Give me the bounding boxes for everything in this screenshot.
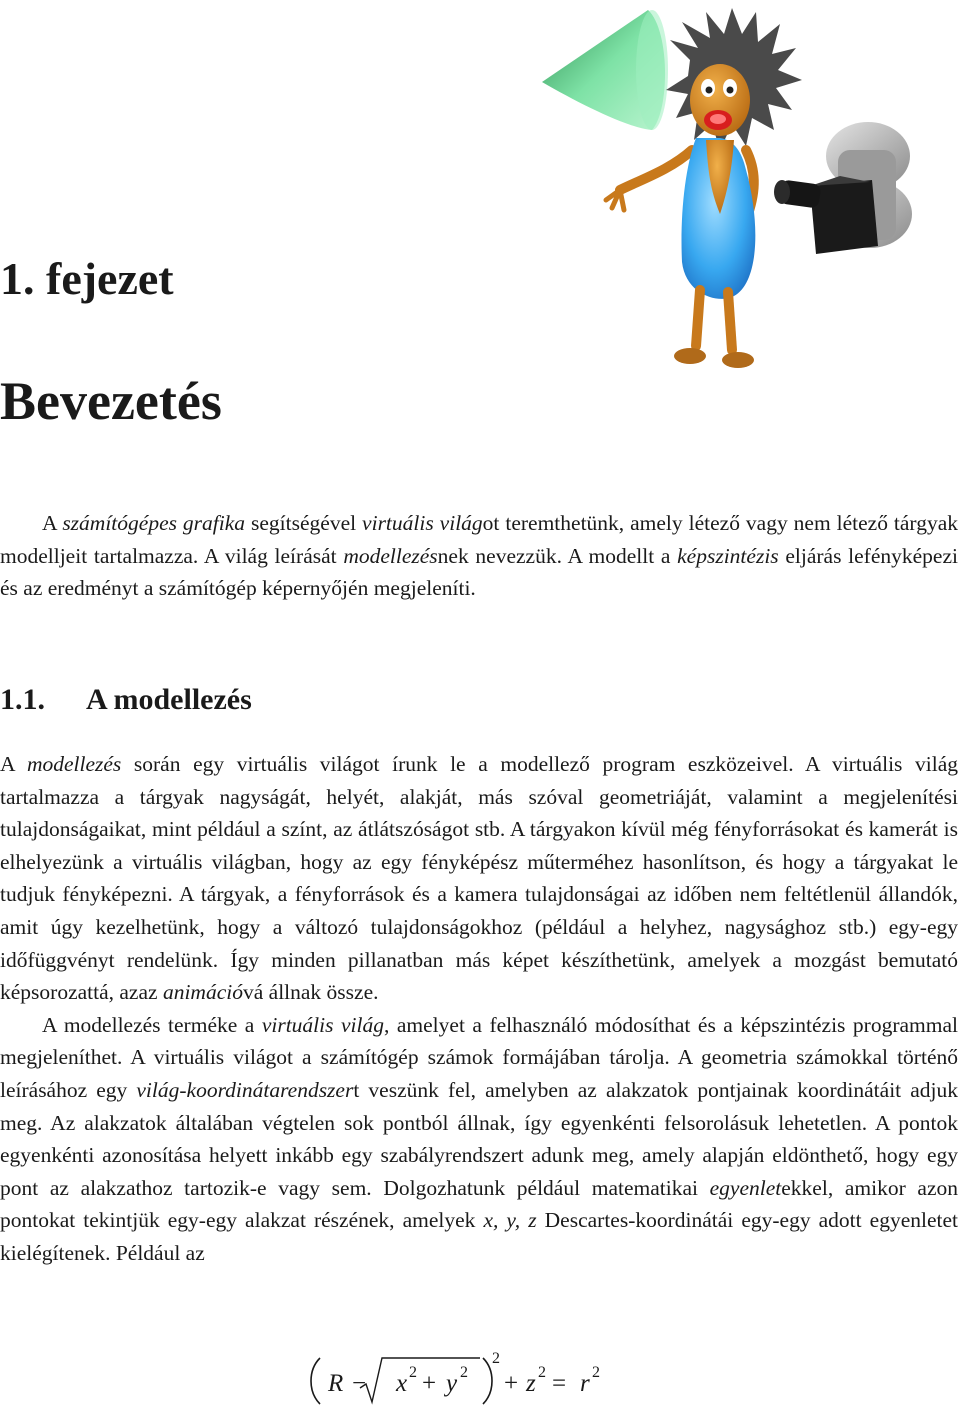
text-run: nek nevezzük. A modellt a (437, 543, 678, 568)
eq-y: y (446, 1370, 458, 1397)
eq-y-exponent: 2 (460, 1364, 468, 1381)
eq-R: R (328, 1370, 344, 1397)
eq-x: x (396, 1370, 408, 1397)
text-run: ot teremthetünk, amely létező vagy nem létező tárgyak modelljeit tartalmazza. A világ leírását (0, 511, 958, 568)
emphasized-term: világ-koordinátarendszer (136, 1077, 354, 1102)
section-body (0, 748, 958, 1270)
emphasized-term: virtuális világ (261, 1012, 384, 1037)
text-run: A (0, 752, 27, 776)
emphasized-term: animáció (162, 980, 243, 1005)
text-run: ekkel, amikor azon pontokat tekintjük egy-egy alakzat részének, amelyek (0, 1175, 958, 1233)
eq-r: r (580, 1370, 590, 1397)
eq-z: z (526, 1370, 536, 1397)
emphasized-term: képszintézis (677, 543, 779, 568)
eq-z-exponent: 2 (538, 1364, 546, 1381)
text-run: , amelyet a felhasználó módosíthat és a képszintézis programmal megjeleníthet. A virtuális világot a számítógép számok formájában tárolja. A geometria számokkal történő leírásához egy (0, 1012, 958, 1102)
emphasized-term: egyenlet (709, 1175, 782, 1200)
emphasized-term: x, y, z (483, 1208, 537, 1233)
eq-equals: = (552, 1370, 567, 1397)
emphasized-term: modellezés (343, 543, 438, 568)
eq-outer-exponent: 2 (492, 1350, 500, 1367)
text-run: A modellezés terméke a (42, 1012, 262, 1037)
eq-minus: − (352, 1370, 367, 1397)
text-run: Descartes-koordinátái egy-egy adott egyenletet kielégítenek. Például az (0, 1208, 958, 1265)
text-run: segítségével (245, 511, 363, 535)
body-paragraph-1 (0, 748, 958, 1009)
text-run: t veszünk fel, amelyben az alakzatok pontjainak koordinátáit adjuk meg. Az alakzatok általában végtelen sok pontból állnak, így egyenkénti felsorolásuk lehetetlen. A pontok egyenkénti azonosítása helyett inkább egy szabályrendszert adunk meg, amely alapján eldönthető, hogy egy pont az alakzathoz tartozik-e vagy sem. Dolgozhatunk például matematikai (0, 1077, 958, 1200)
emphasized-term: virtuális világ (362, 511, 483, 535)
text-run: A (42, 511, 63, 535)
emphasized-term: számítógépes grafika (62, 511, 246, 535)
camera-shape (774, 122, 912, 254)
chapter-label: 1. fejezet (0, 253, 174, 304)
intro-paragraph (0, 507, 958, 605)
cone-shape (542, 10, 668, 130)
intro-paragraph-block (0, 507, 958, 605)
eq-x-exponent: 2 (409, 1364, 417, 1381)
chapter-title: Bevezetés (0, 371, 222, 431)
chapter-illustration (520, 0, 920, 380)
text-run: eljárás lefényképezi és az eredményt a számítógép képernyőjén megjeleníti. (0, 543, 958, 601)
eq-r-exponent: 2 (592, 1364, 600, 1381)
torus-equation (300, 1352, 620, 1406)
eq-plus-2: + (504, 1370, 519, 1397)
text-run: során egy virtuális világot írunk le a modellező program eszközeivel. A virtuális világ tartalmazza a tárgyak nagyságát, helyét, alakját, más szóval geometriáját, valamint a megjelenítési tulajdonságaikat, mint például a színt, az átlátszóságot stb. A tárgyakon kívül még fényforrásokat és kamerát is elhelyezünk a virtuális világban, hogy az egy fényképész műterméhez hasonlítson, és hogy a tárgyakat le tudjuk fényképezni. A tárgyak, a fényforrások és a kamera tulajdonságai az időben nem feltétlenül állandók, amit úgy kezelhetünk, hogy a változó tulajdonságokhoz (például a helyhez, nagysághoz stb.) egy-egy időfüggvényt rendelünk. Így minden pillanatban más képet készíthetünk, amelyek a mozgást bemutató képsorozattá, azaz (0, 752, 959, 1005)
body-paragraph-2 (0, 1009, 958, 1270)
eq-plus-1: + (422, 1370, 437, 1397)
section-heading (0, 685, 252, 715)
section-title: A modellezés (86, 683, 252, 716)
section-number: 1.1. (0, 683, 45, 716)
emphasized-term: modellezés (26, 752, 122, 776)
text-run: vá állnak össze. (242, 980, 379, 1005)
